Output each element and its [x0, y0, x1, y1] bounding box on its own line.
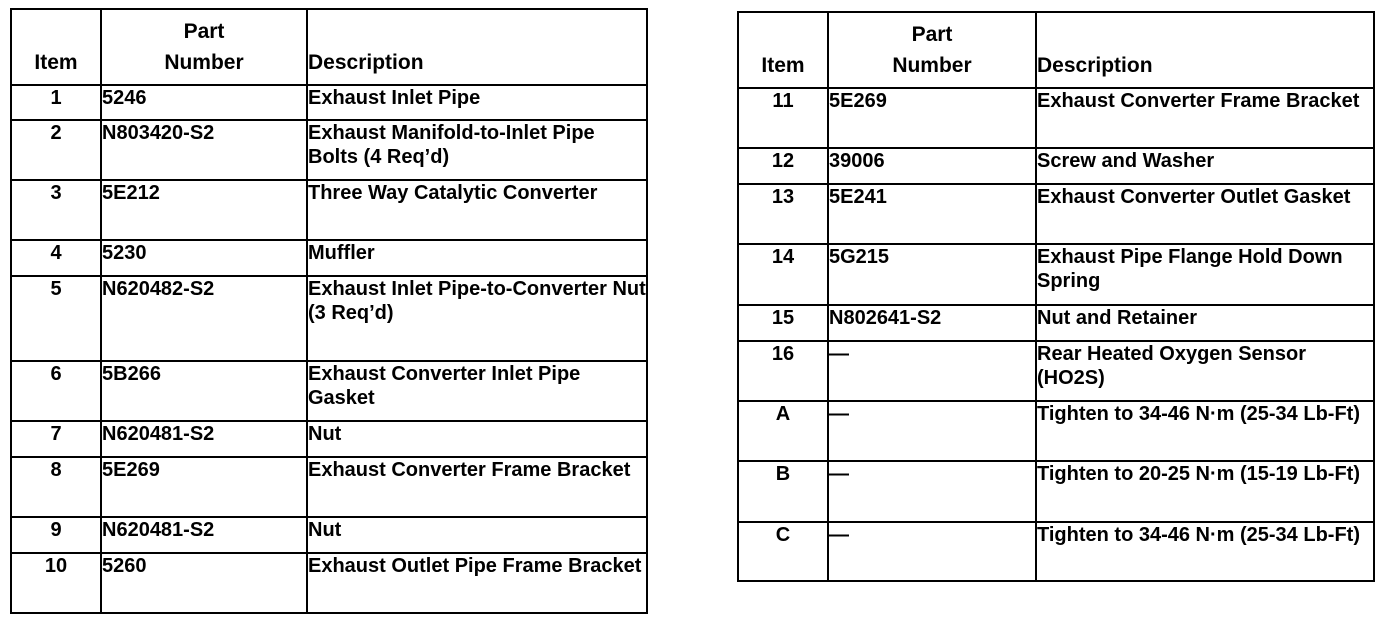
row-item: 11	[738, 88, 828, 148]
row-part-number: 5246	[101, 85, 307, 120]
header-part-number	[101, 9, 307, 85]
row-item: 5	[11, 276, 101, 361]
row-part-number: 5B266	[101, 361, 307, 421]
row-description: Exhaust Pipe Flange Hold Down Spring	[1036, 244, 1374, 305]
table-row	[11, 180, 647, 240]
row-description: Three Way Catalytic Converter	[307, 180, 647, 240]
row-part-number: 5E269	[101, 457, 307, 517]
row-description: Muffler	[307, 240, 647, 276]
row-item: 2	[11, 120, 101, 180]
row-item: 10	[11, 553, 101, 613]
header-part-line2: Number	[892, 54, 972, 77]
row-part-number: N620482-S2	[101, 276, 307, 361]
row-item: 16	[738, 341, 828, 401]
table-row	[11, 85, 647, 120]
table-row	[11, 361, 647, 421]
table-row	[11, 240, 647, 276]
row-description: Exhaust Inlet Pipe	[307, 85, 647, 120]
header-part-line1: Part	[911, 23, 953, 46]
table-row	[738, 522, 1374, 581]
row-item: 9	[11, 517, 101, 553]
parts-table-left	[10, 8, 648, 614]
table-row	[738, 401, 1374, 461]
row-description: Exhaust Converter Outlet Gasket	[1036, 184, 1374, 244]
row-description: Exhaust Converter Inlet Pipe Gasket	[307, 361, 647, 421]
row-description: Nut	[307, 421, 647, 457]
header-description: Description	[1036, 12, 1374, 88]
row-item: 3	[11, 180, 101, 240]
row-part-number: 5260	[101, 553, 307, 613]
row-item: 6	[11, 361, 101, 421]
table-header-row	[11, 9, 647, 85]
table-row	[738, 244, 1374, 305]
row-part-number: 5G215	[828, 244, 1036, 305]
row-item: 13	[738, 184, 828, 244]
header-part-line1: Part	[183, 20, 225, 43]
row-description: Tighten to 34-46 N·m (25-34 Lb-Ft)	[1036, 401, 1374, 461]
row-description: Tighten to 20-25 N·m (15-19 Lb-Ft)	[1036, 461, 1374, 522]
row-description: Nut and Retainer	[1036, 305, 1374, 341]
header-part-number	[828, 12, 1036, 88]
row-part-number: —	[828, 341, 1036, 401]
row-description: Rear Heated Oxygen Sensor (HO2S)	[1036, 341, 1374, 401]
row-part-number: N620481-S2	[101, 517, 307, 553]
row-part-number: 39006	[828, 148, 1036, 184]
table-row	[11, 276, 647, 361]
row-part-number: 5E212	[101, 180, 307, 240]
row-description: Exhaust Outlet Pipe Frame Bracket	[307, 553, 647, 613]
row-item: 1	[11, 85, 101, 120]
header-part-line2: Number	[164, 51, 244, 74]
header-item: Item	[738, 12, 828, 88]
row-part-number: —	[828, 461, 1036, 522]
row-description: Exhaust Inlet Pipe-to-Converter Nut (3 Req’d)	[307, 276, 647, 361]
row-part-number: N802641-S2	[828, 305, 1036, 341]
table-row	[738, 461, 1374, 522]
table-row	[11, 553, 647, 613]
table-header-row	[738, 12, 1374, 88]
row-item: 4	[11, 240, 101, 276]
row-part-number: 5E241	[828, 184, 1036, 244]
row-item: B	[738, 461, 828, 522]
row-description: Exhaust Converter Frame Bracket	[1036, 88, 1374, 148]
table-row	[738, 88, 1374, 148]
table-row	[11, 120, 647, 180]
row-item: 7	[11, 421, 101, 457]
row-item: C	[738, 522, 828, 581]
row-part-number: —	[828, 401, 1036, 461]
row-description: Nut	[307, 517, 647, 553]
row-part-number: 5E269	[828, 88, 1036, 148]
table-row	[738, 305, 1374, 341]
row-part-number: 5230	[101, 240, 307, 276]
row-description: Tighten to 34-46 N·m (25-34 Lb-Ft)	[1036, 522, 1374, 581]
parts-table-right	[737, 11, 1375, 582]
header-item: Item	[11, 9, 101, 85]
row-description: Screw and Washer	[1036, 148, 1374, 184]
table-row	[11, 421, 647, 457]
table-row	[11, 457, 647, 517]
row-description: Exhaust Converter Frame Bracket	[307, 457, 647, 517]
row-part-number: N620481-S2	[101, 421, 307, 457]
row-item: 14	[738, 244, 828, 305]
table-row	[738, 148, 1374, 184]
row-description: Exhaust Manifold-to-Inlet Pipe Bolts (4 Req’d)	[307, 120, 647, 180]
row-item: 15	[738, 305, 828, 341]
row-item: 8	[11, 457, 101, 517]
table-row	[11, 517, 647, 553]
row-part-number: N803420-S2	[101, 120, 307, 180]
row-item: A	[738, 401, 828, 461]
table-row	[738, 184, 1374, 244]
row-part-number: —	[828, 522, 1036, 581]
header-description: Description	[307, 9, 647, 85]
table-row	[738, 341, 1374, 401]
row-item: 12	[738, 148, 828, 184]
